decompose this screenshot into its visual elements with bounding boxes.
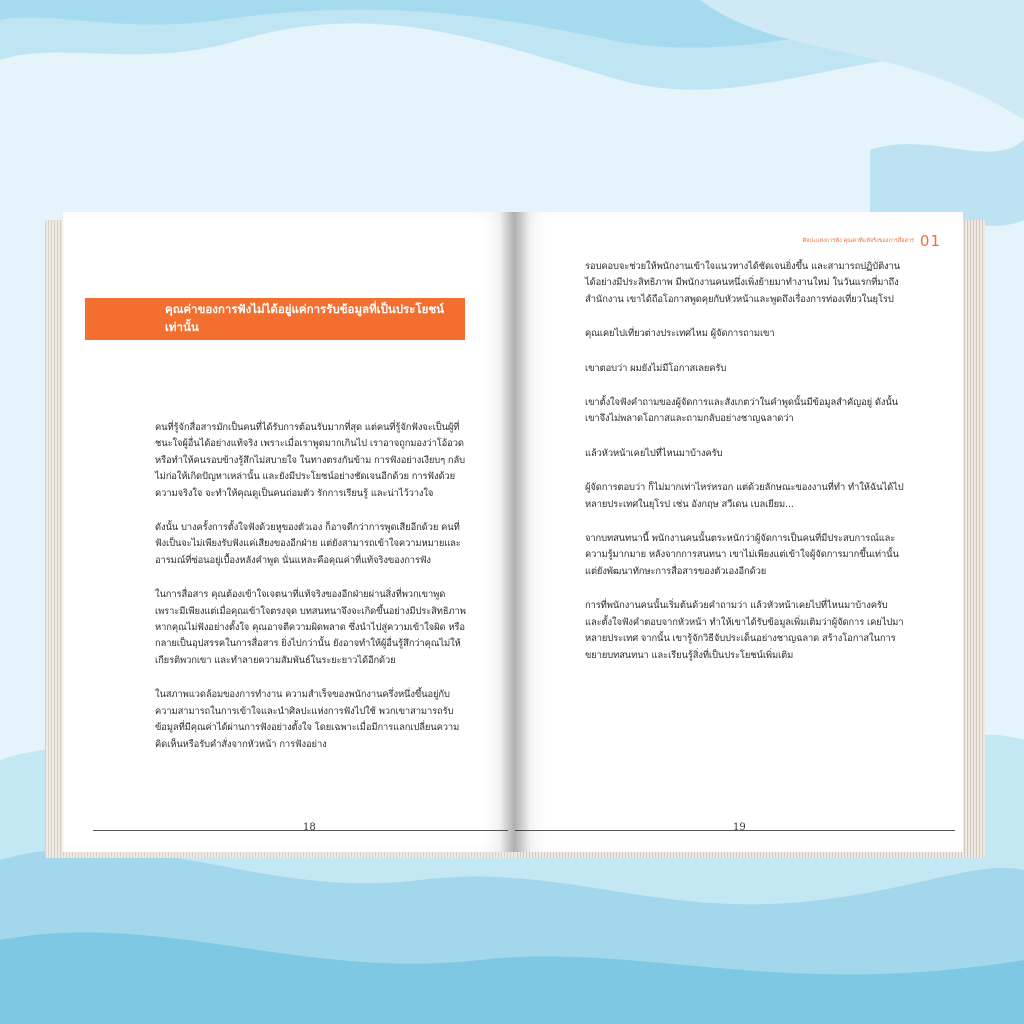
right-page-body: [585, 259, 905, 682]
paragraph: ดังนั้น บางครั้งการตั้งใจฟังด้วยหูของตัวเอง ก็อาจดีกว่าการพูดเสียอีกด้วย คนที่ฟังเป็นจะไม่เพียงรับฟังแค่เสียงของอีกฝ่าย แต่ยังสามารถเข้าใจความหมายและอารมณ์ที่ซ่อนอยู่เบื้องหลังคำพูด นั่นแหละคือคุณค่าที่แท้จริงของการฟัง: [155, 522, 461, 566]
paragraph: ในสภาพแวดล้อมของการทำงาน ความสำเร็จของพนักงานครึ่งหนึ่งขึ้นอยู่กับความสามารถในการเข้าใจและนำศิลปะแห่งการฟังไปใช้ พวกเขาสามารถรับข้อมูลที่มีคุณค่าได้ผ่านการฟังอย่างตั้งใจ โดยเฉพาะเมื่อมีการแลกเปลี่ยนความคิดเห็นหรือรับคำสั่งจากหัวหน้า การฟังอย่าง: [155, 689, 460, 750]
paragraph: ในการสื่อสาร คุณต้องเข้าใจเจตนาที่แท้จริงของอีกฝ่ายผ่านสิ่งที่พวกเขาพูด เพราะมีเพียงแต่เมื่อคุณเข้าใจตรงจุด บทสนทนาจึงจะเกิดขึ้นอย่างมีประสิทธิภาพ หากคุณไม่ฟังอย่างตั้งใจ คุณอาจตีความผิดพลาด ซึ่งนำไปสู่ความเข้าใจผิด หรือกลายเป็นอุปสรรคในการสื่อสาร ยิ่งไปกว่านั้น ยังอาจทำให้ผู้อื่นรู้สึกว่าคุณไม่ให้เกียรติพวกเขา และทำลายความสัมพันธ์ในระยะยาวได้อีกด้วย: [155, 589, 466, 666]
paragraph: การที่พนักงานคนนั้นเริ่มต้นด้วยคำถามว่า แล้วหัวหน้าเคยไปที่ไหนมาบ้างครับ และตั้งใจฟังคำตอบจากหัวหน้า ทำให้เขาได้รับข้อมูลเพิ่มเติมว่าผู้จัดการ เคยไปมาหลายประเทศ จากนั้น เขารู้จักวิธีจับประเด็นอย่างชาญฉลาด สร้างโอกาสในการขยายบทสนทนา และเรียนรู้สิ่งที่เป็นประโยชน์เพิ่มเติม: [585, 600, 904, 661]
open-book: [45, 210, 985, 860]
paragraph: รอบคอบจะช่วยให้พนักงานเข้าใจแนวทางได้ชัดเจนยิ่งขึ้น และสามารถปฏิบัติงานได้อย่างมีประสิทธิภาพ มีพนักงานคนหนึ่งเพิ่งย้ายมาทำงานใหม่ ในวันแรกที่มาถึงสำนักงาน เขาได้ถือโอกาสพูดคุยกับหัวหน้าและพูดถึงเรื่องการท่องเที่ยวในยุโรป: [585, 261, 901, 305]
paragraph: เขาตั้งใจฟังคำถามของผู้จัดการและสังเกตว่าในคำพูดนั้นมีข้อมูลสำคัญอยู่ ดังนั้นเขาจึงไม่พลาดโอกาสและถามกลับอย่างชาญฉลาดว่า: [585, 397, 898, 425]
footer-rule: [93, 830, 508, 831]
right-page: [515, 212, 963, 852]
paragraph: จากบทสนทนานี้ พนักงานคนนั้นตระหนักว่าผู้จัดการเป็นคนที่มีประสบการณ์และความรู้มากมาย หลังจากการสนทนา เขาไม่เพียงแต่เข้าใจผู้จัดการมากขึ้นเท่านั้น แต่ยังพัฒนาทักษะการสื่อสารของตัวเองอีกด้วย: [585, 533, 899, 577]
paragraph: คนที่รู้จักสื่อสารมักเป็นคนที่ได้รับการต้อนรับมากที่สุด แต่คนที่รู้จักฟังจะเป็นผู้ที่ชนะใจผู้อื่นได้อย่างแท้จริง เพราะเมื่อเราพูดมากเกินไป เราอาจถูกมองว่าโอ้อวด หรือทำให้คนรอบข้างรู้สึกไม่สบายใจ ในทางตรงกันข้าม การฟังอย่างเงียบๆ กลับไม่ก่อให้เกิดปัญหาเหล่านั้น และยังมีประโยชน์อย่างชัดเจนอีกด้วย การฟังด้วยความจริงใจ จะทำให้คุณดูเป็นคนถ่อมตัว รักการเรียนรู้ และน่าไว้วางใจ: [155, 422, 466, 499]
chapter-label: ศิลปะแห่งการฟัง คุณค่าที่แท้จริงของการสื่อสาร: [802, 238, 914, 244]
chapter-header: [803, 232, 941, 250]
page-number: 18: [303, 822, 316, 833]
chapter-number: 01: [919, 232, 941, 250]
left-page: [63, 212, 515, 852]
paragraph: เขาตอบว่า ผมยังไม่มีโอกาสเลยครับ: [585, 362, 727, 374]
paragraph: ผู้จัดการตอบว่า ก็ไม่มากเท่าไหร่หรอก แต่ด้วยลักษณะของงานที่ทำ ทำให้ฉันได้ไปหลายประเทศในยุโรป เช่น อังกฤษ สวีเดน เบลเยียม...: [585, 482, 904, 510]
page-number: 19: [733, 822, 746, 833]
paragraph: คุณเคยไปเที่ยวต่างประเทศไหม ผู้จัดการถามเขา: [585, 328, 775, 340]
paragraph: แล้วหัวหน้าเคยไปที่ไหนมาบ้างครับ: [585, 447, 723, 459]
section-heading: คุณค่าของการฟังไม่ได้อยู่แค่การรับข้อมูลที่เป็นประโยชน์เท่านั้น: [85, 298, 465, 340]
left-page-body: [155, 420, 469, 771]
